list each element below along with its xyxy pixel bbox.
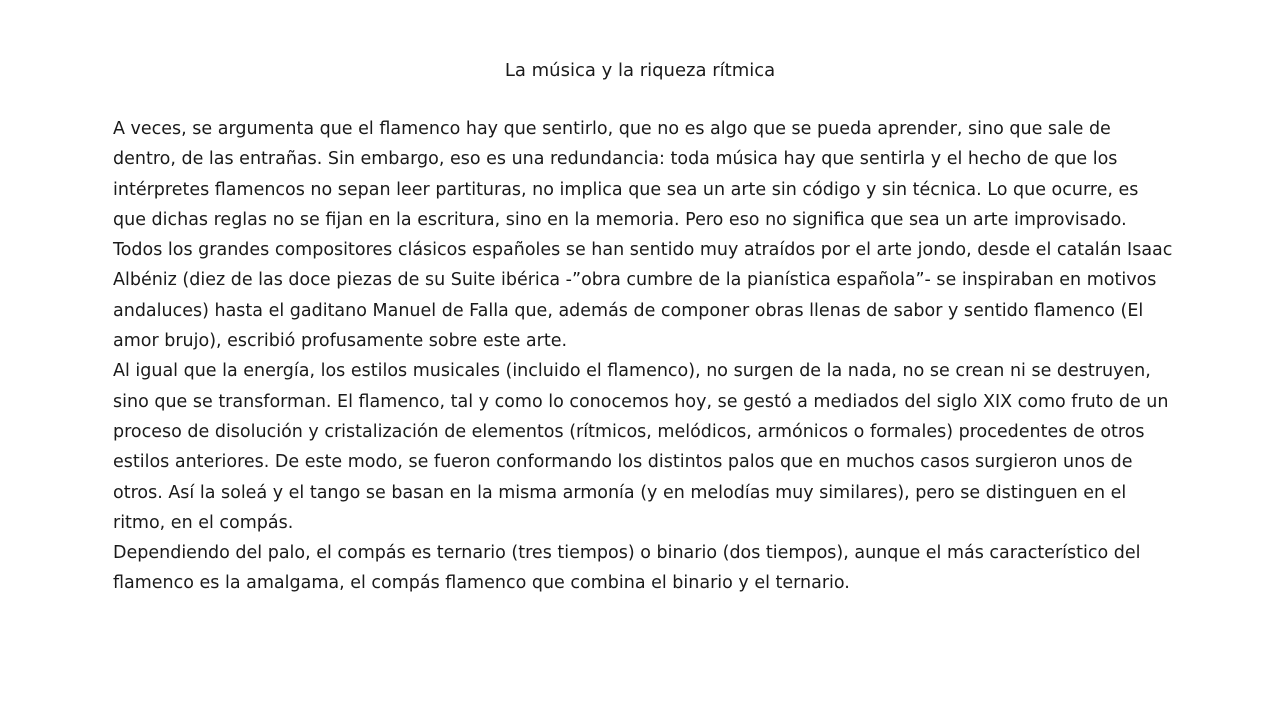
paragraph-2: Todos los grandes compositores clásicos españoles se han sentido muy atraídos por el arte jondo, desde el catalán Isaac Albéniz (diez de las doce piezas de su Suite ibérica -”obra cumbre de la pianística española”- se inspiraban en motivos andaluces) hasta el gaditano Manuel de Falla que, además de componer obras llenas de sabor y sentido flamenco (El amor brujo), escribió profusamente sobre este arte.: [113, 240, 1173, 352]
slide-title: La música y la riqueza rítmica: [504, 60, 776, 81]
paragraph-1: A veces, se argumenta que el flamenco hay que sentirlo, que no es algo que se pueda aprender, sino que sale de dentro, de las entrañas. Sin embargo, eso es una redundancia: toda música hay que sentirla y el hecho de que los intérpretes flamencos no sepan leer partituras, no implica que sea un arte sin código y sin técnica. Lo que ocurre, es que dichas reglas no se fijan en la escritura, sino en la memoria. Pero eso no significa que sea un arte improvisado.: [113, 119, 1139, 230]
slide-body: [113, 114, 1175, 599]
paragraph-4: Dependiendo del palo, el compás es ternario (tres tiempos) o binario (dos tiempos), aunque el más característico del flamenco es la amalgama, el compás flamenco que combina el binario y el ternario.: [113, 543, 1141, 594]
paragraph-3: Al igual que la energía, los estilos musicales (incluido el flamenco), no surgen de la nada, no se crean ni se destruyen, sino que se transforman. El flamenco, tal y como lo conocemos hoy, se gestó a mediados del siglo XIX como fruto de un proceso de disolución y cristalización de elementos (rítmicos, melódicos, armónicos o formales) procedentes de otros estilos anteriores. De este modo, se fueron conformando los distintos palos que en muchos casos surgieron unos de otros. Así la soleá y el tango se basan en la misma armonía (y en melodías muy similares), pero se distinguen en el ritmo, en el compás.: [113, 361, 1169, 533]
